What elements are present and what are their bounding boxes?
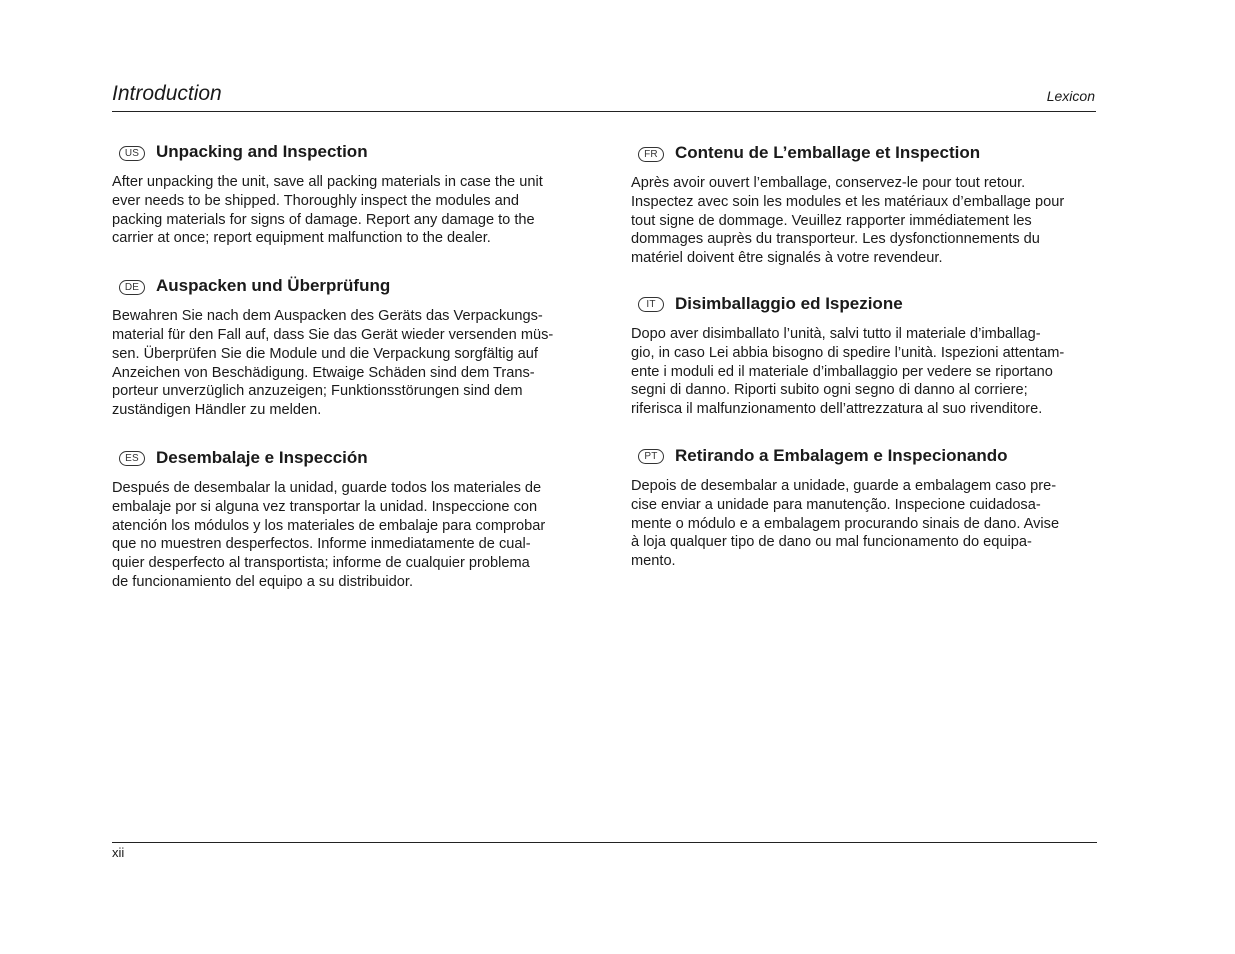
section-it <box>631 292 1097 419</box>
body-line: mento. <box>631 553 676 570</box>
brand-name: Lexicon <box>1046 88 1095 104</box>
body-line: Anzeichen von Beschädigung. Etwaige Schäden sind dem Trans- <box>112 364 535 381</box>
body-line: After unpacking the unit, save all packing materials in case the unit <box>112 174 543 190</box>
body-line: ever needs to be shipped. Thoroughly inspect the modules and <box>112 192 520 209</box>
section-body <box>112 479 578 592</box>
body-line: tout signe de dommage. Veuillez rapporter immédiatement les <box>631 212 1032 229</box>
section-us <box>112 140 578 248</box>
body-line: riferisca il malfunzionamento dell’attrezzatura al suo rivenditore. <box>631 401 1043 418</box>
page-title: Introduction <box>112 82 222 105</box>
section-body <box>631 477 1097 571</box>
page-number: xii <box>112 845 125 860</box>
page-header <box>112 80 1096 112</box>
section-title: Unpacking and Inspection <box>156 142 368 161</box>
body-line: Après avoir ouvert l’emballage, conservez-le pour tout retour. <box>631 175 1026 191</box>
language-badge-es: ES <box>119 451 145 466</box>
section-title: Auspacken und Überprüfung <box>156 276 391 296</box>
section-fr <box>631 141 1097 268</box>
language-badge-pt: PT <box>638 449 664 464</box>
body-line: Bewahren Sie nach dem Auspacken des Geräts das Verpackungs- <box>112 308 543 325</box>
language-badge-it: IT <box>638 297 664 312</box>
section-heading <box>119 274 578 298</box>
body-line: packing materials for signs of damage. Report any damage to the <box>112 211 535 228</box>
language-badge-fr: FR <box>638 147 664 162</box>
body-line: gio, in caso Lei abbia bisogno di spedire l’unità. Ispezioni attentam- <box>631 344 1065 361</box>
section-body <box>631 174 1097 268</box>
body-line: mente o módulo e a embalagem procurando sinais de dano. Avise <box>631 515 1060 532</box>
page-footer <box>112 842 1097 860</box>
section-body <box>631 325 1097 419</box>
section-pt <box>631 444 1097 571</box>
body-line: de funcionamiento del equipo a su distribuidor. <box>112 573 413 590</box>
section-de <box>112 274 578 420</box>
language-badge-de: DE <box>119 280 145 295</box>
language-badge-us: US <box>119 146 145 161</box>
body-line: Depois de desembalar a unidade, guarde a embalagem caso pre- <box>631 477 1057 494</box>
body-line: ente i moduli ed il materiale d’imballaggio per vedere se riportano <box>631 363 1053 380</box>
body-line: à loja qualquer tipo de dano ou mal funcionamento do equipa- <box>631 534 1032 551</box>
body-line: Dopo aver disimballato l’unità, salvi tutto il materiale d’imballag- <box>631 325 1041 342</box>
body-line: quier desperfecto al transportista; informe de cualquier problema <box>112 555 530 572</box>
body-line: material für den Fall auf, dass Sie das Gerät wieder versenden müs- <box>112 326 554 343</box>
section-title: Desembalaje e Inspección <box>156 447 368 467</box>
body-line: Inspectez avec soin les modules et les matériaux d’emballage pour <box>631 193 1065 210</box>
section-heading <box>638 444 1097 468</box>
left-column <box>112 140 578 592</box>
body-line: embalaje por si alguna vez transportar la unidad. Inspeccione con <box>112 498 538 515</box>
section-heading <box>638 141 1097 165</box>
body-line: sen. Überprüfen Sie die Module und die Verpackung sorgfältig auf <box>112 345 538 362</box>
body-line: segni di danno. Riporti subito ogni segno di danno al corriere; <box>631 382 1028 399</box>
body-line: zuständigen Händler zu melden. <box>112 402 322 419</box>
body-line: matériel doivent être signalés à votre revendeur. <box>631 250 943 267</box>
section-title: Retirando a Embalagem e Inspecionando <box>675 445 1008 465</box>
body-line: que no muestren desperfectos. Informe inmediatamente de cual- <box>112 536 531 553</box>
section-heading <box>119 140 578 164</box>
body-line: porteur unverzüglich anzuzeigen; Funktionsstörungen sind dem <box>112 383 523 400</box>
section-es <box>112 446 578 592</box>
right-column <box>631 141 1097 571</box>
body-line: cise enviar a unidade para manutenção. Inspecione cuidadosa- <box>631 496 1041 513</box>
section-body <box>112 307 578 420</box>
section-title: Disimballaggio ed Ispezione <box>675 293 903 313</box>
section-heading <box>638 292 1097 316</box>
body-line: carrier at once; report equipment malfunction to the dealer. <box>112 230 491 247</box>
section-title: Contenu de L’emballage et Inspection <box>675 143 981 162</box>
body-line: Después de desembalar la unidad, guarde todos los materiales de <box>112 479 542 496</box>
body-line: atención los módulos y los materiales de embalaje para comprobar <box>112 517 546 534</box>
section-heading <box>119 446 578 470</box>
body-line: dommages auprès du transporteur. Les dysfonctionnements du <box>631 231 1040 248</box>
section-body <box>112 173 578 248</box>
